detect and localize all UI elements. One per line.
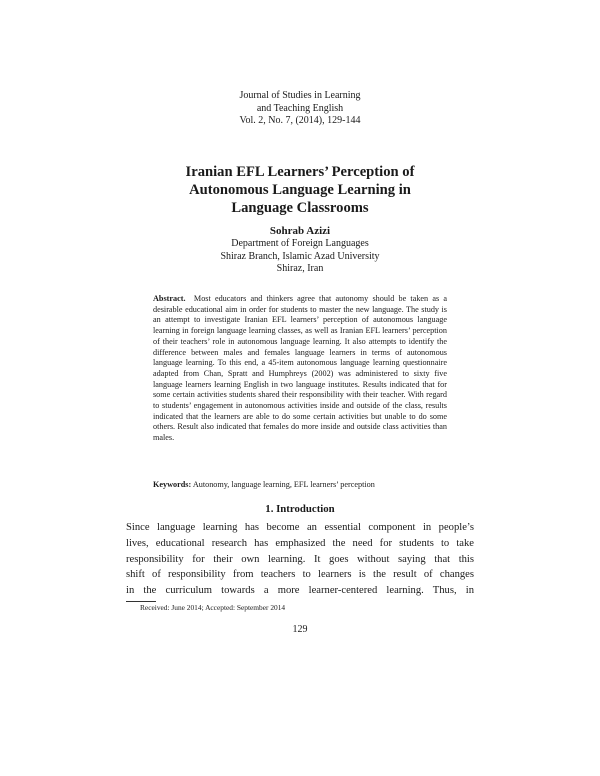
footnote-rule — [126, 601, 156, 602]
keywords-label: Keywords: — [153, 480, 192, 489]
title-line-1: Iranian EFL Learners’ Perception of — [185, 164, 415, 180]
journal-name-line-2: and Teaching English — [256, 102, 344, 114]
author-name: Sohrab Azizi — [269, 225, 331, 237]
paper-title — [120, 163, 480, 217]
keywords-text: Autonomy, language learning, EFL learners’ perception — [192, 480, 375, 489]
footnote-received: Received: June 2014; Accepted: September 2014 — [140, 603, 286, 612]
author-department: Department of Foreign Languages — [231, 238, 369, 249]
body-line: in the curriculum towards a more learner-centered learning. Thus, in — [126, 585, 474, 597]
page-number: 129 — [292, 624, 308, 635]
section-heading-introduction: 1. Introduction — [265, 503, 335, 515]
abstract-text: Most educators and thinkers agree that autonomy should be taken as a desirable educational aim in order for students to master the new language. The study is an attempt to investigate Iranian EFL learners’ perception of autonomous language learning in foreign language learning classes, as well as Iranian EFL learners’ perception of their teachers’ role in autonomous language learning. It also attempts to identify the difference between males and females language learners in terms of autonomous language learning. To this end, a 45-item autonomous language learning questionnaire adapted from Chan, Spratt and Humphreys (2002) was administered to sixty five language learners learning English in two language institutes. Results indicated that for some certain activities students shared their responsibility with their teacher. With regard to students’ engagement in autonomous activities inside and outside of the class, results indicated that the learners are able to do some certain activities but unable to do some others. Result also indicated that females do more inside and outside class activities than males. — [153, 294, 448, 443]
journal-header — [200, 90, 400, 128]
body-line: responsibility for their own learning. It goes without saying that this — [126, 553, 474, 565]
abstract-label: Abstract. — [153, 294, 186, 303]
abstract — [153, 294, 447, 444]
author-branch: Shiraz Branch, Islamic Azad University — [220, 250, 380, 262]
keywords — [153, 479, 453, 490]
body-line: lives, educational research has emphasized the need for students to take — [126, 537, 474, 549]
author-location: Shiraz, Iran — [276, 263, 324, 274]
journal-volume: Vol. 2, No. 7, (2014), 129-144 — [239, 115, 361, 126]
title-line-3: Language Classrooms — [231, 200, 369, 216]
body-line: shift of responsibility from teachers to learners is the result of changes — [126, 569, 474, 581]
title-line-2: Autonomous Language Learning in — [189, 182, 411, 198]
journal-name-line-1: Journal of Studies in Learning — [239, 90, 361, 101]
body-line: Since language learning has become an essential component in people’s — [126, 522, 474, 533]
introduction-body — [126, 520, 474, 599]
author-block — [150, 224, 450, 276]
